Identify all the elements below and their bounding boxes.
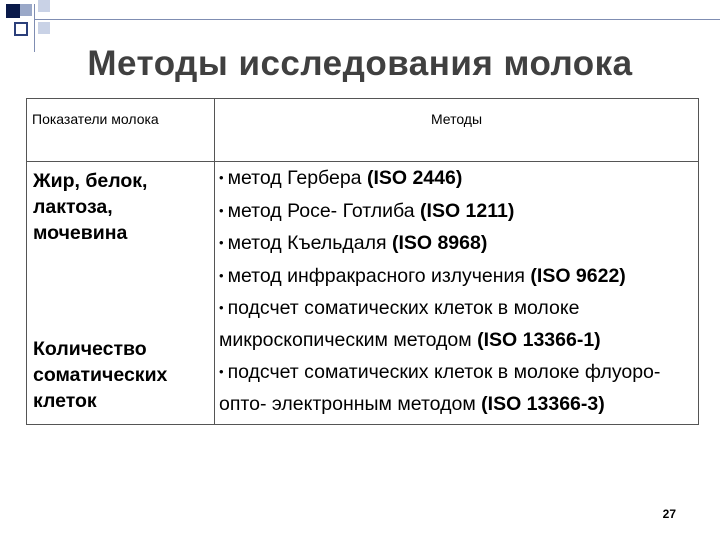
page-number: 27 — [662, 507, 676, 521]
list-item — [219, 356, 694, 420]
corner-decoration — [0, 0, 70, 50]
header-methods: Методы — [215, 99, 699, 162]
indicator-line: мочевина — [33, 222, 128, 244]
indicator-line: Количество — [33, 338, 147, 360]
bullet-icon: • — [219, 364, 224, 379]
indicators-cell — [27, 162, 215, 425]
list-item — [219, 260, 694, 293]
method-standard: (ISO 13366-3) — [481, 392, 605, 415]
indicator-line: Жир, белок, — [33, 170, 148, 192]
method-text: метод Гербера — [227, 167, 367, 189]
method-text: подсчет соматических клеток в молоке флуоро-опто- электронным методом — [219, 361, 661, 415]
method-standard: (ISO 13366-1) — [477, 328, 601, 351]
decor-square — [38, 0, 50, 12]
method-standard: (ISO 1211) — [420, 199, 515, 222]
methods-cell — [215, 162, 699, 425]
indicator-line: клеток — [33, 390, 97, 412]
bullet-icon: • — [219, 170, 224, 185]
indicator-line: лактоза, — [33, 196, 113, 218]
list-item — [219, 227, 694, 260]
method-text: подсчет соматических клеток в молоке микроскопическим методом — [219, 297, 580, 351]
list-item — [219, 162, 694, 195]
decor-square — [6, 4, 20, 18]
method-standard: (ISO 8968) — [391, 232, 488, 254]
list-item — [219, 292, 694, 356]
decor-square — [38, 22, 50, 34]
table-header-row — [27, 99, 699, 162]
list-item — [219, 195, 694, 228]
methods-table — [26, 98, 699, 425]
method-standard: (ISO 9622) — [530, 264, 626, 287]
bullet-icon: • — [219, 202, 224, 218]
method-text: метод Росе- Готлиба — [227, 199, 421, 222]
bullet-icon: • — [219, 235, 224, 250]
method-text: метод инфракрасного излучения — [227, 264, 531, 287]
indicator-line: соматических — [33, 364, 168, 386]
header-rule — [34, 19, 720, 20]
method-text: метод Къельдаля — [227, 232, 392, 254]
slide-title: Методы исследования молока — [87, 44, 633, 83]
table-row — [27, 162, 699, 425]
bullet-icon: • — [219, 300, 224, 315]
bullet-icon: • — [219, 267, 224, 283]
decor-square — [14, 22, 28, 36]
header-indicators: Показатели молока — [27, 99, 215, 162]
decor-square — [20, 4, 32, 16]
method-standard: (ISO 2446) — [366, 167, 463, 189]
